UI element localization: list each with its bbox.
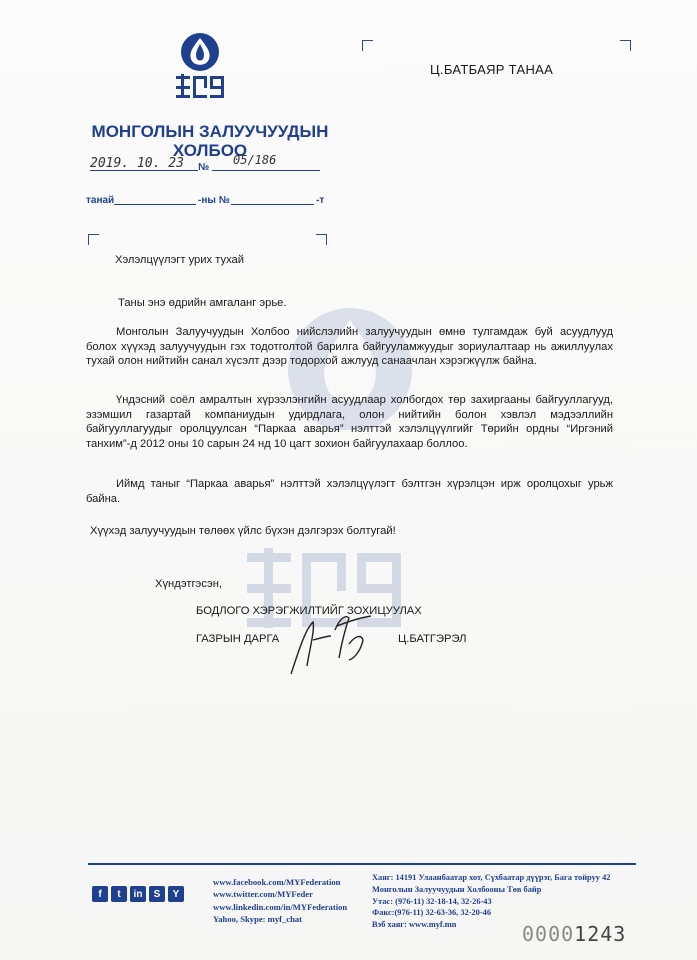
regards: Хүндэтгэсэн, [155, 578, 222, 590]
ref-middle: -ны № [198, 195, 230, 206]
reference-date-row [90, 153, 330, 176]
skype-icon[interactable]: S [149, 886, 165, 902]
recipient: Ц.БАТБАЯР ТАНАА [430, 62, 554, 77]
document-serial-stamp [522, 922, 626, 946]
ref-suffix: -т [316, 195, 325, 206]
address-line: Хаяг: 14191 Улаанбаатар хот, Сүхбаатар дүүрэг, Бага тойруу 42 [372, 873, 611, 882]
yahoo-skype-contact: Yahoo, Skype: myf_chat [213, 914, 303, 925]
ref-line-2 [231, 204, 314, 205]
facebook-link[interactable]: www.facebook.com/MYFederation [213, 877, 341, 887]
paragraph-1: Монголын Залуучуудын Холбоо нийслэлийн залуучуудын өмнө тулгамдаж буй асуудлууд болох хүүхэд залуучуудын гэх тодотголтой барилга байгууламжуудыг зориулалтаар нь ажиллуулах тухай олон нийтийн санал хүсэлт дээр тодорхой ажлууд санаачлан хэрэгжүүлж байна. [86, 326, 613, 367]
yahoo-icon[interactable]: Y [168, 886, 184, 902]
footer-divider [88, 863, 636, 865]
paragraph-3: Иймд таныг “Паркаа аварья” нэлттэй хэлэлцүүлэгт бэлтгэн хүрэлцэн ирж оролцохыг урьж байна. [86, 478, 613, 505]
address-building: Монголын Залуучуудын Холбооны Төв байр [372, 884, 542, 894]
handwritten-number: 05/186 [233, 153, 277, 167]
ref-prefix: танай [86, 195, 115, 206]
facebook-icon[interactable]: f [92, 886, 108, 902]
address-bracket-top-right [620, 40, 631, 51]
federation-logo [170, 30, 230, 110]
number-underline [212, 170, 320, 171]
handwritten-signature [283, 600, 383, 680]
signer-title-line1: БОДЛОГО ХЭРЭГЖИЛТИЙГ ЗОХИЦУУЛАХ [196, 605, 422, 617]
twitter-link[interactable]: www.twitter.com/MYFeder [213, 889, 313, 900]
subject-bracket-right [316, 234, 327, 245]
social-icons [92, 886, 184, 902]
subject-line: Хэлэлцүүлэгт урих тухай [115, 254, 245, 266]
org-name-line2: ХОЛБОО [172, 141, 248, 160]
date-underline [90, 170, 198, 171]
linkedin-link[interactable]: www.linkedin.com/in/MYFederation [213, 901, 348, 912]
handwritten-date: 2019. 10. 23 [90, 156, 184, 171]
signer-name: Ц.БАТГЭРЭЛ [398, 633, 467, 645]
paragraph-2: Үндэсний соёл амралтын хүрээлэнгийн асуудлаар холбогдох төр захиргааны байгууллагууд, эзэмшил газартай компаниудын удирдлага, олон нийтийн болон хэвлэл мэдээллийн байгууллагуудыг оролцуулсан “Паркаа аварья” нэлттэй хэлэлцүүлгийг Төрийн ордны “Иргэний танхим”-д 2012 оны 10 сарын 24 нд 10 цагт зохион байгуулахаар боллоо. [86, 394, 613, 450]
greeting: Таны энэ өдрийн амгаланг эрье. [118, 297, 287, 309]
fax-line: Факс:(976-11) 32-63-36, 32-20-46 [372, 908, 492, 918]
organization-name [82, 122, 338, 160]
phone-line: Утас: (976-11) 32-18-14, 32-26-43 [372, 896, 492, 906]
reference-your-letter-row [86, 195, 336, 211]
website-line[interactable]: Вэб хаяг: www.myf.mn [372, 920, 457, 930]
linkedin-icon[interactable]: in [130, 886, 146, 902]
signer-title-line2: ГАЗРЫН ДАРГА [196, 633, 280, 645]
footer-links [213, 876, 347, 926]
stamp-faint-digits: 0000 [522, 922, 575, 946]
number-label: № [198, 162, 210, 173]
org-name-line1: МОНГОЛЫН ЗАЛУУЧУУДЫН [91, 122, 329, 141]
twitter-icon[interactable]: t [111, 886, 127, 902]
address-bracket-top-left [362, 40, 373, 51]
subject-bracket-left [88, 234, 99, 245]
ref-line-1 [114, 204, 196, 205]
closing-wish: Хүүхэд залуучуудын төлөөх үйлс бүхэн дэлгэрэх болтугай! [90, 525, 396, 537]
stamp-dark-digits: 1243 [574, 922, 627, 946]
